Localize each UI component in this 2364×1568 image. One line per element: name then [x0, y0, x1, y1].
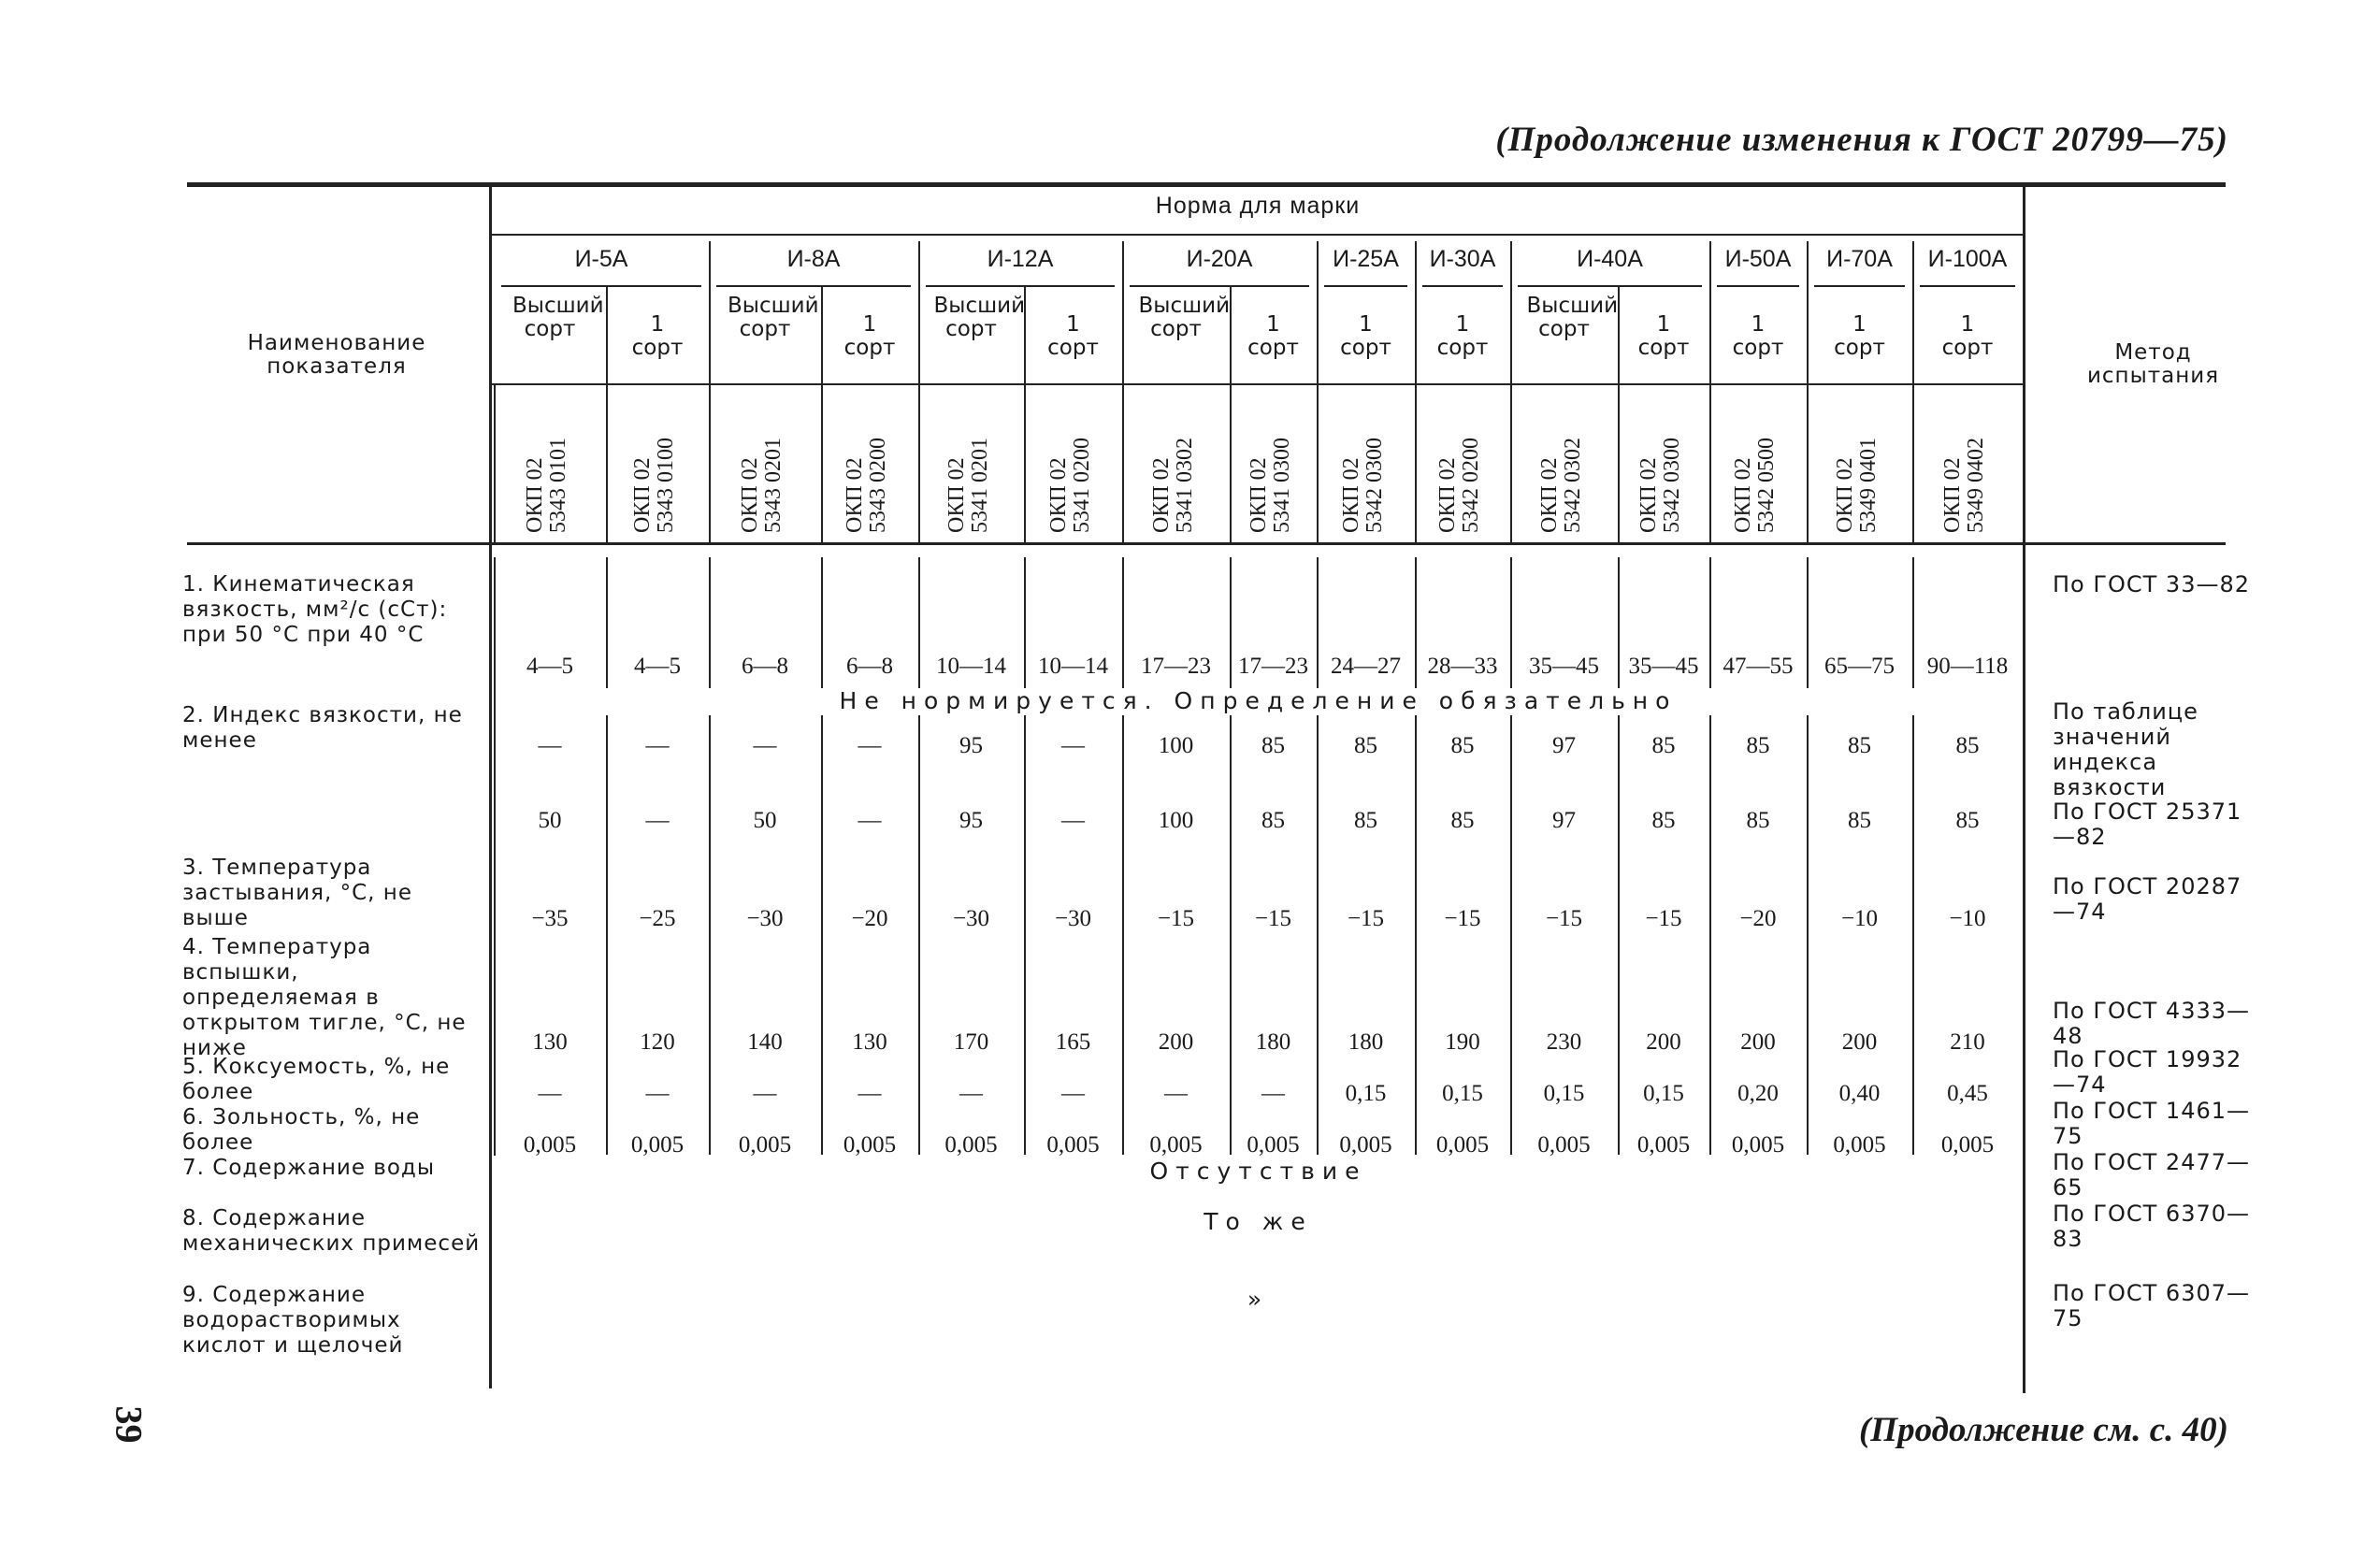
grade-underline: [1920, 285, 2015, 287]
value-cell: 0,15: [1442, 1081, 1483, 1106]
grade-underline: [716, 285, 911, 287]
value-cell: 35—45: [1628, 654, 1699, 679]
value-cell: 130: [852, 1029, 887, 1055]
okp-code: ОКП 02 5343 0100: [630, 438, 679, 533]
row-label: 6. Зольность, %, не более: [182, 1105, 421, 1155]
value-cell: −25: [639, 906, 676, 931]
okp-code: ОКП 02 5343 0101: [523, 438, 571, 533]
grade-divider: [1122, 241, 1124, 288]
value-cell: −10: [1840, 906, 1879, 931]
page-footer: (Продолжение см. с. 40): [1858, 1411, 2228, 1449]
sort-header: Высший сорт: [512, 294, 604, 342]
value-cell: 10—14: [936, 654, 1006, 679]
value-cell: −15: [1347, 906, 1385, 931]
body-col-divider: [494, 557, 496, 1156]
value-cell: −15: [1157, 906, 1195, 931]
okp-divider: [1317, 385, 1319, 542]
value-cell: −15: [1645, 906, 1682, 931]
top-rule: [187, 182, 2226, 187]
value-cell: —: [1261, 1081, 1285, 1106]
value-cell: 85: [1261, 733, 1285, 758]
value-cell: 85: [1450, 808, 1475, 833]
okp-divider: [1122, 385, 1124, 542]
value-cell: —: [858, 808, 882, 833]
value-cell: 130: [532, 1029, 568, 1055]
value-cell: 85: [1848, 808, 1871, 833]
sort-divider: [1230, 285, 1232, 383]
okp-divider: [606, 385, 608, 542]
value-cell: 230: [1546, 1029, 1582, 1055]
value-cell: 6—8: [742, 654, 788, 679]
value-cell: —: [858, 1081, 882, 1106]
row-label: 2. Индекс вязкости, не менее: [182, 703, 463, 753]
okp-code: ОКП 02 5349 0401: [1832, 438, 1881, 533]
grade-underline: [1130, 285, 1309, 287]
okp-code: ОКП 02 5349 0402: [1940, 438, 1989, 533]
grade-header: И-30А: [1429, 246, 1496, 272]
okp-code: ОКП 02 5341 0201: [944, 438, 992, 533]
method-column-header: Метод испытания: [2086, 340, 2220, 388]
value-cell: 85: [1354, 733, 1377, 758]
sort-header: 1 сорт: [1941, 312, 1994, 361]
value-cell: 28—33: [1427, 654, 1498, 679]
value-cell: 120: [640, 1029, 675, 1055]
grade-divider: [1415, 241, 1417, 288]
row-label: 7. Содержание воды: [182, 1156, 435, 1180]
value-cell: 0,005: [1247, 1132, 1300, 1158]
row-note: Не нормируется. Определение обязательно: [839, 687, 1678, 714]
value-cell: −15: [1254, 906, 1292, 931]
row-method: По ГОСТ 33—82: [2053, 571, 2251, 597]
sort-divider: [1807, 285, 1809, 383]
page-number: 39: [108, 1405, 151, 1444]
label-column-header: Наименование показателя: [247, 331, 426, 379]
value-cell: 10—14: [1038, 654, 1108, 679]
value-cell: 85: [1651, 733, 1676, 758]
page-header: (Продолжение изменения к ГОСТ 20799—75): [1495, 121, 2228, 159]
sort-header: 1 сорт: [1732, 312, 1784, 361]
sort-divider: [1912, 285, 1914, 383]
value-cell: −10: [1949, 906, 1986, 931]
value-cell: 0,005: [1833, 1132, 1886, 1158]
value-cell: 17—23: [1238, 654, 1308, 679]
value-cell: 95: [959, 733, 983, 758]
sort-header: 1 сорт: [843, 312, 896, 361]
value-cell: 24—27: [1331, 654, 1401, 679]
okp-code: ОКП 02 5342 0300: [1338, 438, 1387, 533]
value-cell: −30: [952, 906, 990, 931]
okp-divider: [1415, 385, 1417, 542]
okp-code: ОКП 02 5341 0300: [1246, 438, 1294, 533]
grade-header: И-70А: [1826, 246, 1893, 272]
value-cell: 200: [1841, 1029, 1878, 1055]
sort-divider: [1415, 285, 1417, 383]
value-cell: 65—75: [1824, 654, 1895, 679]
sort-header: 1 сорт: [1047, 312, 1099, 361]
value-cell: 4—5: [526, 654, 573, 679]
value-cell: 0,40: [1838, 1081, 1881, 1106]
grade-header: И-25А: [1333, 246, 1399, 272]
okp-code: ОКП 02 5342 0500: [1731, 438, 1780, 533]
grade-underline: [1814, 285, 1905, 287]
okp-code: ОКП 02 5342 0200: [1435, 438, 1484, 533]
value-cell: —: [1061, 733, 1085, 758]
sort-divider: [1510, 285, 1512, 383]
value-cell: 85: [1354, 808, 1377, 833]
grade-header: И-8А: [786, 246, 841, 272]
grade-header: И-5А: [574, 246, 628, 272]
sort-header: Высший сорт: [1526, 294, 1619, 342]
row-method: По ГОСТ 25371—82: [2053, 798, 2242, 850]
grade-underline: [1324, 285, 1407, 287]
value-cell: 6—8: [846, 654, 893, 679]
row-method: По ГОСТ 4333—48: [2053, 998, 2251, 1049]
okp-divider: [1618, 385, 1620, 542]
okp-code: ОКП 02 5341 0302: [1148, 438, 1197, 533]
value-cell: 97: [1552, 733, 1576, 758]
sort-header: Высший сорт: [1138, 294, 1231, 342]
okp-divider: [1024, 385, 1026, 542]
value-cell: −30: [746, 906, 784, 931]
value-cell: 0,005: [1435, 1132, 1490, 1158]
value-cell: —: [538, 1081, 562, 1106]
sort-divider: [1618, 285, 1620, 383]
value-cell: 35—45: [1529, 654, 1599, 679]
okp-code: ОКП 02 5342 0302: [1536, 438, 1585, 533]
row-method: По таблице значений индекса вязкости: [2053, 698, 2198, 800]
value-cell: 90—118: [1926, 654, 2009, 679]
grade-divider: [1510, 241, 1512, 288]
value-cell: 0,005: [1731, 1132, 1785, 1158]
value-cell: 100: [1158, 808, 1194, 833]
value-cell: —: [753, 1081, 777, 1106]
label-col-divider: [489, 187, 492, 1388]
value-cell: 0,45: [1947, 1081, 1988, 1106]
value-cell: —: [959, 1081, 983, 1106]
value-cell: —: [645, 733, 670, 758]
value-cell: 190: [1445, 1029, 1480, 1055]
row-method: По ГОСТ 1461—75: [2053, 1098, 2251, 1149]
header-bottom-rule: [187, 542, 2226, 545]
value-cell: 4—5: [634, 654, 681, 679]
value-cell: —: [858, 733, 882, 758]
value-cell: 0,005: [843, 1132, 897, 1158]
value-cell: 50: [538, 808, 562, 833]
grade-underline: [1422, 285, 1503, 287]
sort-header: 1 сорт: [1834, 312, 1885, 361]
row-method: По ГОСТ 2477—65: [2053, 1149, 2251, 1201]
value-cell: 0,005: [1940, 1132, 1995, 1158]
value-cell: 85: [1955, 808, 1980, 833]
value-cell: 0,15: [1345, 1081, 1387, 1106]
grade-divider: [709, 241, 711, 288]
sort-divider: [1317, 285, 1319, 383]
value-cell: 210: [1950, 1029, 1985, 1055]
value-cell: 47—55: [1723, 654, 1794, 679]
value-cell: −20: [1739, 906, 1777, 931]
grade-underline: [501, 285, 701, 287]
row-method: По ГОСТ 6370—83: [2053, 1201, 2251, 1252]
value-cell: 0,005: [944, 1132, 998, 1158]
okp-code: ОКП 02 5343 0201: [738, 438, 786, 533]
value-cell: 200: [1740, 1029, 1776, 1055]
sort-header: 1 сорт: [1637, 312, 1690, 361]
value-cell: 0,005: [1636, 1132, 1691, 1158]
value-cell: 0,005: [1537, 1132, 1591, 1158]
value-cell: 0,005: [1149, 1132, 1203, 1158]
sort-header: Высший сорт: [728, 294, 819, 342]
grade-divider: [1317, 241, 1319, 288]
okp-divider: [918, 385, 920, 542]
value-cell: 165: [1055, 1029, 1091, 1055]
grade-header: И-40А: [1577, 246, 1643, 272]
value-cell: 85: [1261, 808, 1285, 833]
okp-divider: [1230, 385, 1232, 542]
value-cell: 85: [1450, 733, 1475, 758]
okp-divider: [821, 385, 823, 542]
grade-underline: [926, 285, 1115, 287]
sort-rule: [491, 383, 2025, 385]
grade-header: И-12А: [987, 246, 1054, 272]
grade-underline: [1717, 285, 1799, 287]
row-label: 8. Содержание механических примесей: [182, 1206, 481, 1256]
row-note: Отсутствие: [1149, 1158, 1367, 1185]
value-cell: 97: [1552, 808, 1576, 833]
row-label: 9. Содержание водорастворимых кислот и щелочей: [182, 1283, 404, 1358]
grade-divider: [1807, 241, 1809, 288]
okp-divider: [1912, 385, 1914, 542]
row-method: По ГОСТ 19932—74: [2053, 1046, 2242, 1098]
value-cell: —: [1061, 808, 1085, 833]
okp-code: ОКП 02 5343 0200: [843, 438, 891, 533]
grade-divider: [1709, 241, 1711, 288]
value-cell: 85: [1848, 733, 1871, 758]
value-cell: 85: [1651, 808, 1676, 833]
sort-divider: [1709, 285, 1711, 383]
value-cell: 85: [1746, 808, 1770, 833]
okp-code: ОКП 02 5342 0300: [1636, 438, 1685, 533]
value-cell: —: [1061, 1081, 1085, 1106]
value-cell: 85: [1746, 733, 1770, 758]
value-cell: 200: [1158, 1029, 1194, 1055]
value-cell: 85: [1955, 733, 1980, 758]
sort-divider: [1024, 285, 1026, 383]
value-cell: 0,15: [1543, 1081, 1585, 1106]
value-cell: —: [753, 733, 777, 758]
row-label: 4. Температура вспышки, определяемая в открытом тигле, °С, не ниже: [182, 935, 467, 1060]
sort-header: 1 сорт: [1436, 312, 1489, 361]
value-cell: —: [645, 808, 670, 833]
row-note: То же: [1204, 1208, 1313, 1235]
value-cell: 200: [1646, 1029, 1681, 1055]
grade-header: И-50А: [1724, 246, 1792, 272]
okp-divider: [1510, 385, 1512, 542]
value-cell: 170: [953, 1029, 989, 1055]
norm-header: Норма для марки: [1155, 193, 1361, 219]
okp-divider: [1709, 385, 1711, 542]
norm-header-rule: [491, 234, 2025, 236]
value-cell: 0,005: [738, 1132, 792, 1158]
sort-divider: [918, 285, 920, 383]
value-cell: 0,005: [1339, 1132, 1392, 1158]
row-method: По ГОСТ 20287—74: [2053, 873, 2242, 925]
value-cell: −35: [531, 906, 569, 931]
value-cell: —: [645, 1081, 670, 1106]
sort-header: 1 сорт: [1340, 312, 1391, 361]
value-cell: —: [1164, 1081, 1188, 1106]
sort-divider: [709, 285, 711, 383]
value-cell: 17—23: [1141, 654, 1211, 679]
row-label: 3. Температура застывания, °С, не выше: [182, 856, 412, 930]
row-label: 1. Кинематическая вязкость, мм²/с (сСт): при 50 °С при 40 °С: [182, 572, 448, 647]
method-col-divider: [2023, 187, 2025, 1393]
value-cell: 0,20: [1737, 1081, 1779, 1106]
sort-header: 1 сорт: [631, 312, 684, 361]
sort-divider: [821, 285, 823, 383]
sort-divider: [606, 285, 608, 383]
grade-divider: [1912, 241, 1914, 288]
grade-divider: [918, 241, 920, 288]
value-cell: 140: [747, 1029, 783, 1055]
sort-header: Высший сорт: [933, 294, 1026, 342]
sort-header: 1 сорт: [1247, 312, 1299, 361]
value-cell: 0,005: [523, 1132, 577, 1158]
sort-divider: [1122, 285, 1124, 383]
value-cell: 95: [959, 808, 983, 833]
value-cell: 100: [1158, 733, 1194, 758]
value-cell: −15: [1444, 906, 1481, 931]
value-cell: 180: [1348, 1029, 1384, 1055]
okp-divider: [1807, 385, 1809, 542]
value-cell: 0,005: [1046, 1132, 1100, 1158]
grade-underline: [1518, 285, 1702, 287]
value-cell: −20: [851, 906, 888, 931]
value-cell: −30: [1054, 906, 1092, 931]
okp-code: ОКП 02 5341 0200: [1045, 438, 1094, 533]
row-label: 5. Коксуемость, %, не более: [182, 1055, 451, 1104]
row-method: По ГОСТ 6307—75: [2053, 1280, 2251, 1331]
value-cell: −15: [1545, 906, 1583, 931]
okp-divider: [494, 385, 496, 542]
value-cell: 50: [753, 808, 777, 833]
okp-divider: [709, 385, 711, 542]
grade-header: И-100А: [1927, 246, 2008, 272]
value-cell: 180: [1255, 1029, 1291, 1055]
grade-header: И-20А: [1186, 246, 1253, 272]
value-cell: 0,15: [1643, 1081, 1684, 1106]
value-cell: 0,005: [630, 1132, 685, 1158]
value-cell: —: [538, 733, 562, 758]
row-note: »: [1247, 1286, 1270, 1313]
